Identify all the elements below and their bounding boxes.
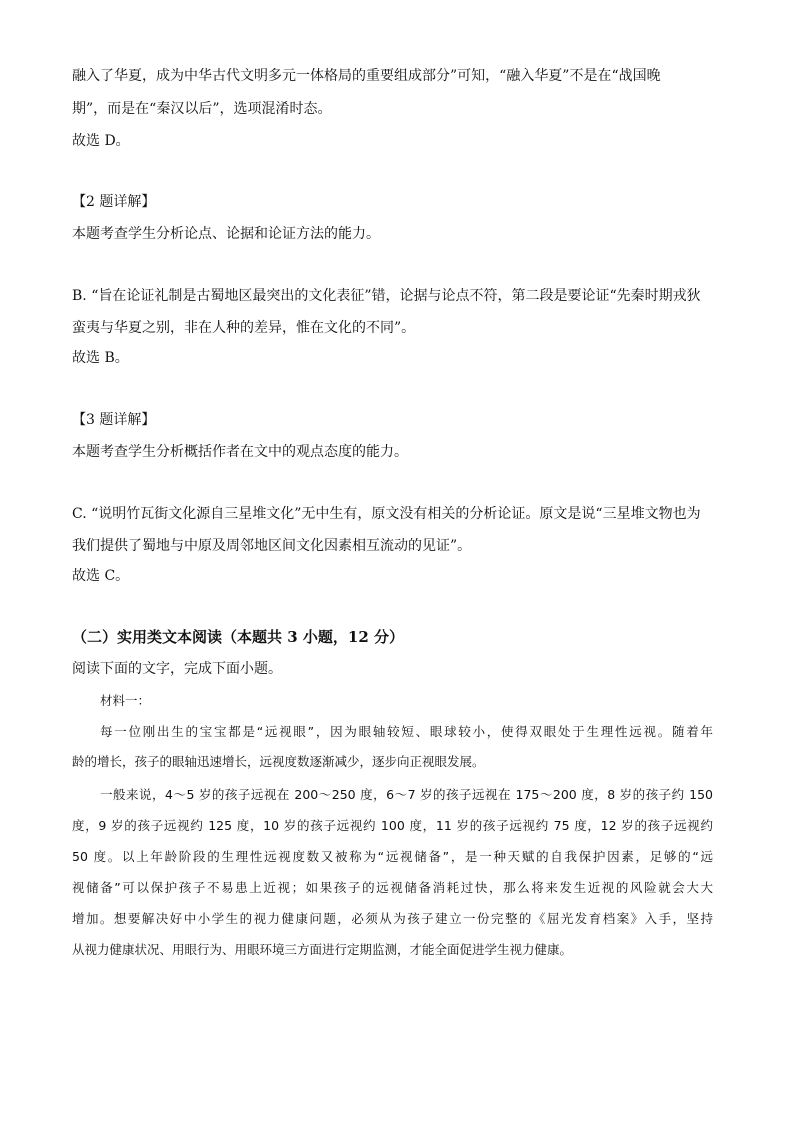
- material-paragraph-line: 从视力健康状况、用眼行为、用眼环境三方面进行定期监测，才能全面促进学生视力健康。: [72, 942, 573, 957]
- question-3-explanation-line: C. “说明竹瓦街文化源自三星堆文化”无中生有，原文没有相关的分析论证。原文是说“三星堆文物也为: [72, 506, 701, 522]
- material-paragraph-line: 视储备”可以保护孩子不易患上近视；如果孩子的远视储备消耗过快，那么将来发生近视的风险就会大大: [72, 880, 713, 895]
- material-paragraph-line: 50 度。以上年龄阶段的生理性远视度数又被称为“远视储备”，是一种天赋的自我保护因素，足够的“远: [72, 849, 713, 864]
- question-2-answer: 故选 B。: [72, 350, 129, 366]
- material-label: 材料一：: [100, 693, 151, 708]
- question-2-title: 【2 题详解】: [72, 194, 156, 210]
- material-paragraph-line: 每一位刚出生的宝宝都是“远视眼”，因为眼轴较短、眼球较小，使得双眼处于生理性远视。随着年: [100, 724, 713, 739]
- question-2-intro: 本题考查学生分析论点、论据和论证方法的能力。: [72, 226, 380, 242]
- answer-explanation-line: 期”，而是在“秦汉以后”，选项混淆时态。: [72, 101, 332, 117]
- question-3-intro: 本题考查学生分析概括作者在文中的观点态度的能力。: [72, 444, 408, 460]
- material-paragraph-line: 龄的增长，孩子的眼轴迅速增长，远视度数逐渐减少，逐步向正视眼发展。: [72, 754, 485, 769]
- question-3-answer: 故选 C。: [72, 568, 130, 584]
- material-paragraph-line: 一般来说，4～5 岁的孩子远视在 200～250 度，6～7 岁的孩子远视在 175～200 度，8 岁的孩子约 150: [100, 787, 713, 802]
- question-2-explanation-line: B. “旨在论证礼制是古蜀地区最突出的文化表征”错，论据与论点不符，第二段是要论证“先秦时期戎狄: [72, 288, 701, 304]
- reading-instruction: 阅读下面的文字，完成下面小题。: [72, 661, 282, 677]
- question-3-explanation-line: 我们提供了蜀地与中原及周邻地区间文化因素相互流动的见证”。: [72, 538, 472, 554]
- question-3-title: 【3 题详解】: [72, 412, 156, 428]
- section-heading: （二）实用类文本阅读（本题共 3 小题，12 分）: [72, 628, 404, 646]
- material-paragraph-line: 度，9 岁的孩子远视约 125 度，10 岁的孩子远视约 100 度，11 岁的孩子远视约 75 度，12 岁的孩子远视约: [72, 818, 713, 833]
- answer-explanation-line: 融入了华夏，成为中华古代文明多元一体格局的重要组成部分”可知，“融入华夏”不是在“战国晚: [72, 68, 661, 84]
- answer-choice: 故选 D。: [72, 133, 130, 149]
- material-paragraph-line: 增加。想要解决好中小学生的视力健康问题，必须从为孩子建立一份完整的《屈光发育档案》入手，坚持: [72, 911, 713, 926]
- question-2-explanation-line: 蛮夷与华夏之别，非在人种的差异，惟在文化的不同”。: [72, 320, 416, 336]
